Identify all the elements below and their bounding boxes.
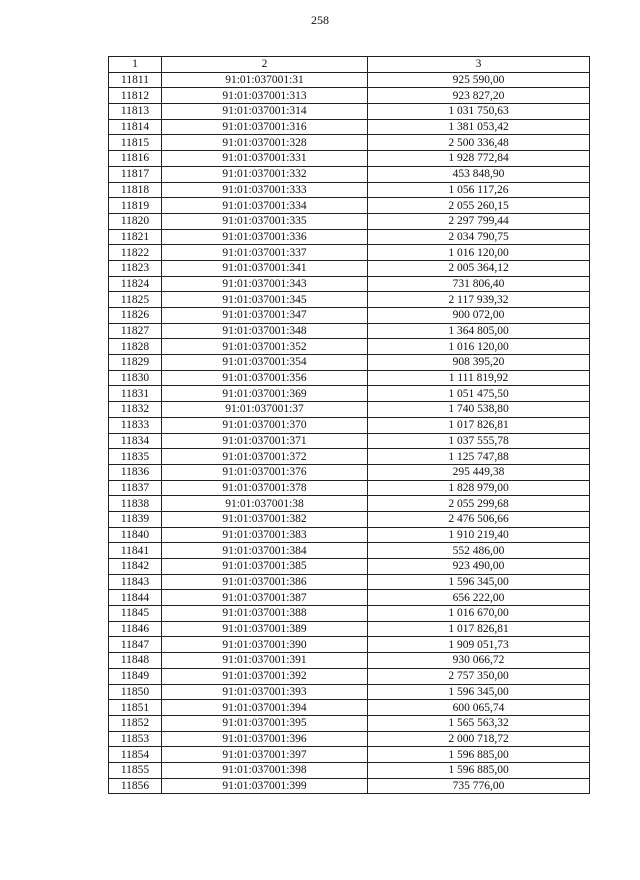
cadastral-value-cell: 1 928 772,84	[368, 151, 590, 167]
cadastral-value-cell: 925 590,00	[368, 72, 590, 88]
table-row	[109, 213, 590, 229]
row-number-cell: 11821	[109, 229, 162, 245]
cadastral-value-cell: 1 016 120,00	[368, 245, 590, 261]
cadastral-number-cell: 91:01:037001:399	[162, 778, 368, 794]
cadastral-number-cell: 91:01:037001:370	[162, 417, 368, 433]
row-number-cell: 11846	[109, 621, 162, 637]
row-number-cell: 11841	[109, 543, 162, 559]
row-number-cell: 11826	[109, 308, 162, 324]
row-number-cell: 11845	[109, 606, 162, 622]
table-row	[109, 339, 590, 355]
cadastral-number-cell: 91:01:037001:385	[162, 559, 368, 575]
table-body	[109, 72, 590, 794]
table-header-row	[109, 57, 590, 73]
table-row	[109, 511, 590, 527]
table-row	[109, 402, 590, 418]
cadastral-number-cell: 91:01:037001:356	[162, 370, 368, 386]
cadastral-value-cell: 1 364 805,00	[368, 323, 590, 339]
cadastral-number-cell: 91:01:037001:395	[162, 715, 368, 731]
column-header-1: 1	[109, 57, 162, 73]
row-number-cell: 11853	[109, 731, 162, 747]
cadastral-number-cell: 91:01:037001:333	[162, 182, 368, 198]
row-number-cell: 11820	[109, 213, 162, 229]
row-number-cell: 11815	[109, 135, 162, 151]
cadastral-value-cell: 1 909 051,73	[368, 637, 590, 653]
cadastral-value-cell: 2 117 939,32	[368, 292, 590, 308]
table-row	[109, 480, 590, 496]
table-row	[109, 590, 590, 606]
table-row	[109, 323, 590, 339]
table-row	[109, 386, 590, 402]
table-row	[109, 104, 590, 120]
table-row	[109, 731, 590, 747]
cadastral-value-cell: 923 490,00	[368, 559, 590, 575]
cadastral-number-cell: 91:01:037001:336	[162, 229, 368, 245]
cadastral-value-cell: 908 395,20	[368, 355, 590, 371]
cadastral-value-cell: 1 016 120,00	[368, 339, 590, 355]
table-row	[109, 119, 590, 135]
row-number-cell: 11848	[109, 653, 162, 669]
cadastral-number-cell: 91:01:037001:334	[162, 198, 368, 214]
cadastral-number-cell: 91:01:037001:31	[162, 72, 368, 88]
table-row	[109, 464, 590, 480]
cadastral-value-cell: 923 827,20	[368, 88, 590, 104]
row-number-cell: 11833	[109, 417, 162, 433]
cadastral-value-cell: 735 776,00	[368, 778, 590, 794]
cadastral-value-cell: 1 381 053,42	[368, 119, 590, 135]
cadastral-number-cell: 91:01:037001:313	[162, 88, 368, 104]
cadastral-value-cell: 900 072,00	[368, 308, 590, 324]
cadastral-number-cell: 91:01:037001:345	[162, 292, 368, 308]
row-number-cell: 11847	[109, 637, 162, 653]
table-row	[109, 543, 590, 559]
cadastral-number-cell: 91:01:037001:396	[162, 731, 368, 747]
cadastral-number-cell: 91:01:037001:314	[162, 104, 368, 120]
cadastral-number-cell: 91:01:037001:348	[162, 323, 368, 339]
table-row	[109, 151, 590, 167]
cadastral-value-cell: 1 017 826,81	[368, 621, 590, 637]
row-number-cell: 11856	[109, 778, 162, 794]
table-row	[109, 245, 590, 261]
table-row	[109, 606, 590, 622]
table-row	[109, 260, 590, 276]
table-row	[109, 527, 590, 543]
table-row	[109, 276, 590, 292]
cadastral-value-cell: 656 222,00	[368, 590, 590, 606]
cadastral-number-cell: 91:01:037001:369	[162, 386, 368, 402]
table-row	[109, 762, 590, 778]
cadastral-number-cell: 91:01:037001:392	[162, 668, 368, 684]
row-number-cell: 11839	[109, 511, 162, 527]
table-row	[109, 292, 590, 308]
cadastral-number-cell: 91:01:037001:343	[162, 276, 368, 292]
row-number-cell: 11816	[109, 151, 162, 167]
cadastral-number-cell: 91:01:037001:37	[162, 402, 368, 418]
row-number-cell: 11812	[109, 88, 162, 104]
cadastral-value-cell: 2 055 299,68	[368, 496, 590, 512]
cadastral-number-cell: 91:01:037001:390	[162, 637, 368, 653]
table-row	[109, 88, 590, 104]
table-row	[109, 355, 590, 371]
cadastral-number-cell: 91:01:037001:398	[162, 762, 368, 778]
cadastral-value-cell: 1 056 117,26	[368, 182, 590, 198]
cadastral-number-cell: 91:01:037001:341	[162, 260, 368, 276]
cadastral-value-cell: 600 065,74	[368, 700, 590, 716]
row-number-cell: 11837	[109, 480, 162, 496]
cadastral-value-cell: 2 297 799,44	[368, 213, 590, 229]
cadastral-number-cell: 91:01:037001:388	[162, 606, 368, 622]
cadastral-value-cell: 2 034 790,75	[368, 229, 590, 245]
cadastral-value-cell: 453 848,90	[368, 166, 590, 182]
table-row	[109, 166, 590, 182]
table-row	[109, 747, 590, 763]
row-number-cell: 11842	[109, 559, 162, 575]
cadastral-number-cell: 91:01:037001:337	[162, 245, 368, 261]
cadastral-value-cell: 2 757 350,00	[368, 668, 590, 684]
cadastral-value-cell: 1 017 826,81	[368, 417, 590, 433]
cadastral-number-cell: 91:01:037001:347	[162, 308, 368, 324]
cadastral-value-cell: 1 596 345,00	[368, 684, 590, 700]
row-number-cell: 11819	[109, 198, 162, 214]
row-number-cell: 11854	[109, 747, 162, 763]
table-row	[109, 715, 590, 731]
table-row	[109, 308, 590, 324]
row-number-cell: 11831	[109, 386, 162, 402]
cadastral-value-cell: 2 500 336,48	[368, 135, 590, 151]
row-number-cell: 11824	[109, 276, 162, 292]
row-number-cell: 11849	[109, 668, 162, 684]
cadastral-value-cell: 1 016 670,00	[368, 606, 590, 622]
cadastral-value-cell: 1 740 538,80	[368, 402, 590, 418]
table-row	[109, 574, 590, 590]
cadastral-number-cell: 91:01:037001:354	[162, 355, 368, 371]
cadastral-value-cell: 1 051 475,50	[368, 386, 590, 402]
table-row	[109, 72, 590, 88]
cadastral-number-cell: 91:01:037001:352	[162, 339, 368, 355]
cadastral-value-cell: 1 037 555,78	[368, 433, 590, 449]
cadastral-number-cell: 91:01:037001:376	[162, 464, 368, 480]
table-row	[109, 496, 590, 512]
cadastral-number-cell: 91:01:037001:378	[162, 480, 368, 496]
table-row	[109, 449, 590, 465]
table-row	[109, 559, 590, 575]
cadastral-value-cell: 2 000 718,72	[368, 731, 590, 747]
table-row	[109, 653, 590, 669]
cadastral-value-cell: 1 125 747,88	[368, 449, 590, 465]
cadastral-value-table	[108, 56, 590, 794]
row-number-cell: 11829	[109, 355, 162, 371]
row-number-cell: 11850	[109, 684, 162, 700]
cadastral-value-cell: 2 476 506,66	[368, 511, 590, 527]
cadastral-value-cell: 1 910 219,40	[368, 527, 590, 543]
row-number-cell: 11813	[109, 104, 162, 120]
cadastral-value-cell: 1 596 345,00	[368, 574, 590, 590]
cadastral-number-cell: 91:01:037001:387	[162, 590, 368, 606]
cadastral-value-cell: 2 005 364,12	[368, 260, 590, 276]
table-row	[109, 684, 590, 700]
cadastral-number-cell: 91:01:037001:331	[162, 151, 368, 167]
table-row	[109, 198, 590, 214]
row-number-cell: 11828	[109, 339, 162, 355]
row-number-cell: 11855	[109, 762, 162, 778]
column-header-2: 2	[162, 57, 368, 73]
cadastral-value-cell: 1 031 750,63	[368, 104, 590, 120]
cadastral-number-cell: 91:01:037001:328	[162, 135, 368, 151]
cadastral-number-cell: 91:01:037001:38	[162, 496, 368, 512]
row-number-cell: 11844	[109, 590, 162, 606]
row-number-cell: 11835	[109, 449, 162, 465]
row-number-cell: 11825	[109, 292, 162, 308]
cadastral-value-cell: 2 055 260,15	[368, 198, 590, 214]
row-number-cell: 11832	[109, 402, 162, 418]
row-number-cell: 11823	[109, 260, 162, 276]
table-row	[109, 433, 590, 449]
table-row	[109, 182, 590, 198]
row-number-cell: 11851	[109, 700, 162, 716]
cadastral-number-cell: 91:01:037001:371	[162, 433, 368, 449]
cadastral-number-cell: 91:01:037001:389	[162, 621, 368, 637]
cadastral-value-cell: 1 596 885,00	[368, 762, 590, 778]
cadastral-number-cell: 91:01:037001:382	[162, 511, 368, 527]
column-header-3: 3	[368, 57, 590, 73]
cadastral-value-cell: 295 449,38	[368, 464, 590, 480]
cadastral-number-cell: 91:01:037001:383	[162, 527, 368, 543]
row-number-cell: 11840	[109, 527, 162, 543]
cadastral-value-cell: 930 066,72	[368, 653, 590, 669]
cadastral-number-cell: 91:01:037001:386	[162, 574, 368, 590]
table-row	[109, 778, 590, 794]
row-number-cell: 11814	[109, 119, 162, 135]
row-number-cell: 11834	[109, 433, 162, 449]
cadastral-number-cell: 91:01:037001:372	[162, 449, 368, 465]
row-number-cell: 11836	[109, 464, 162, 480]
table-row	[109, 621, 590, 637]
cadastral-value-cell: 1 565 563,32	[368, 715, 590, 731]
row-number-cell: 11818	[109, 182, 162, 198]
row-number-cell: 11811	[109, 72, 162, 88]
cadastral-number-cell: 91:01:037001:397	[162, 747, 368, 763]
row-number-cell: 11822	[109, 245, 162, 261]
cadastral-number-cell: 91:01:037001:391	[162, 653, 368, 669]
table-row	[109, 637, 590, 653]
table-row	[109, 135, 590, 151]
row-number-cell: 11852	[109, 715, 162, 731]
cadastral-value-cell: 1 596 885,00	[368, 747, 590, 763]
cadastral-number-cell: 91:01:037001:332	[162, 166, 368, 182]
page-number: 258	[311, 13, 329, 27]
cadastral-value-cell: 1 828 979,00	[368, 480, 590, 496]
cadastral-value-cell: 552 486,00	[368, 543, 590, 559]
row-number-cell: 11843	[109, 574, 162, 590]
table-row	[109, 417, 590, 433]
table-row	[109, 668, 590, 684]
row-number-cell: 11830	[109, 370, 162, 386]
cadastral-number-cell: 91:01:037001:384	[162, 543, 368, 559]
cadastral-number-cell: 91:01:037001:394	[162, 700, 368, 716]
cadastral-value-cell: 1 111 819,92	[368, 370, 590, 386]
row-number-cell: 11838	[109, 496, 162, 512]
table-row	[109, 370, 590, 386]
cadastral-number-cell: 91:01:037001:335	[162, 213, 368, 229]
table-row	[109, 229, 590, 245]
cadastral-number-cell: 91:01:037001:393	[162, 684, 368, 700]
table-row	[109, 700, 590, 716]
cadastral-number-cell: 91:01:037001:316	[162, 119, 368, 135]
row-number-cell: 11827	[109, 323, 162, 339]
cadastral-value-cell: 731 806,40	[368, 276, 590, 292]
row-number-cell: 11817	[109, 166, 162, 182]
